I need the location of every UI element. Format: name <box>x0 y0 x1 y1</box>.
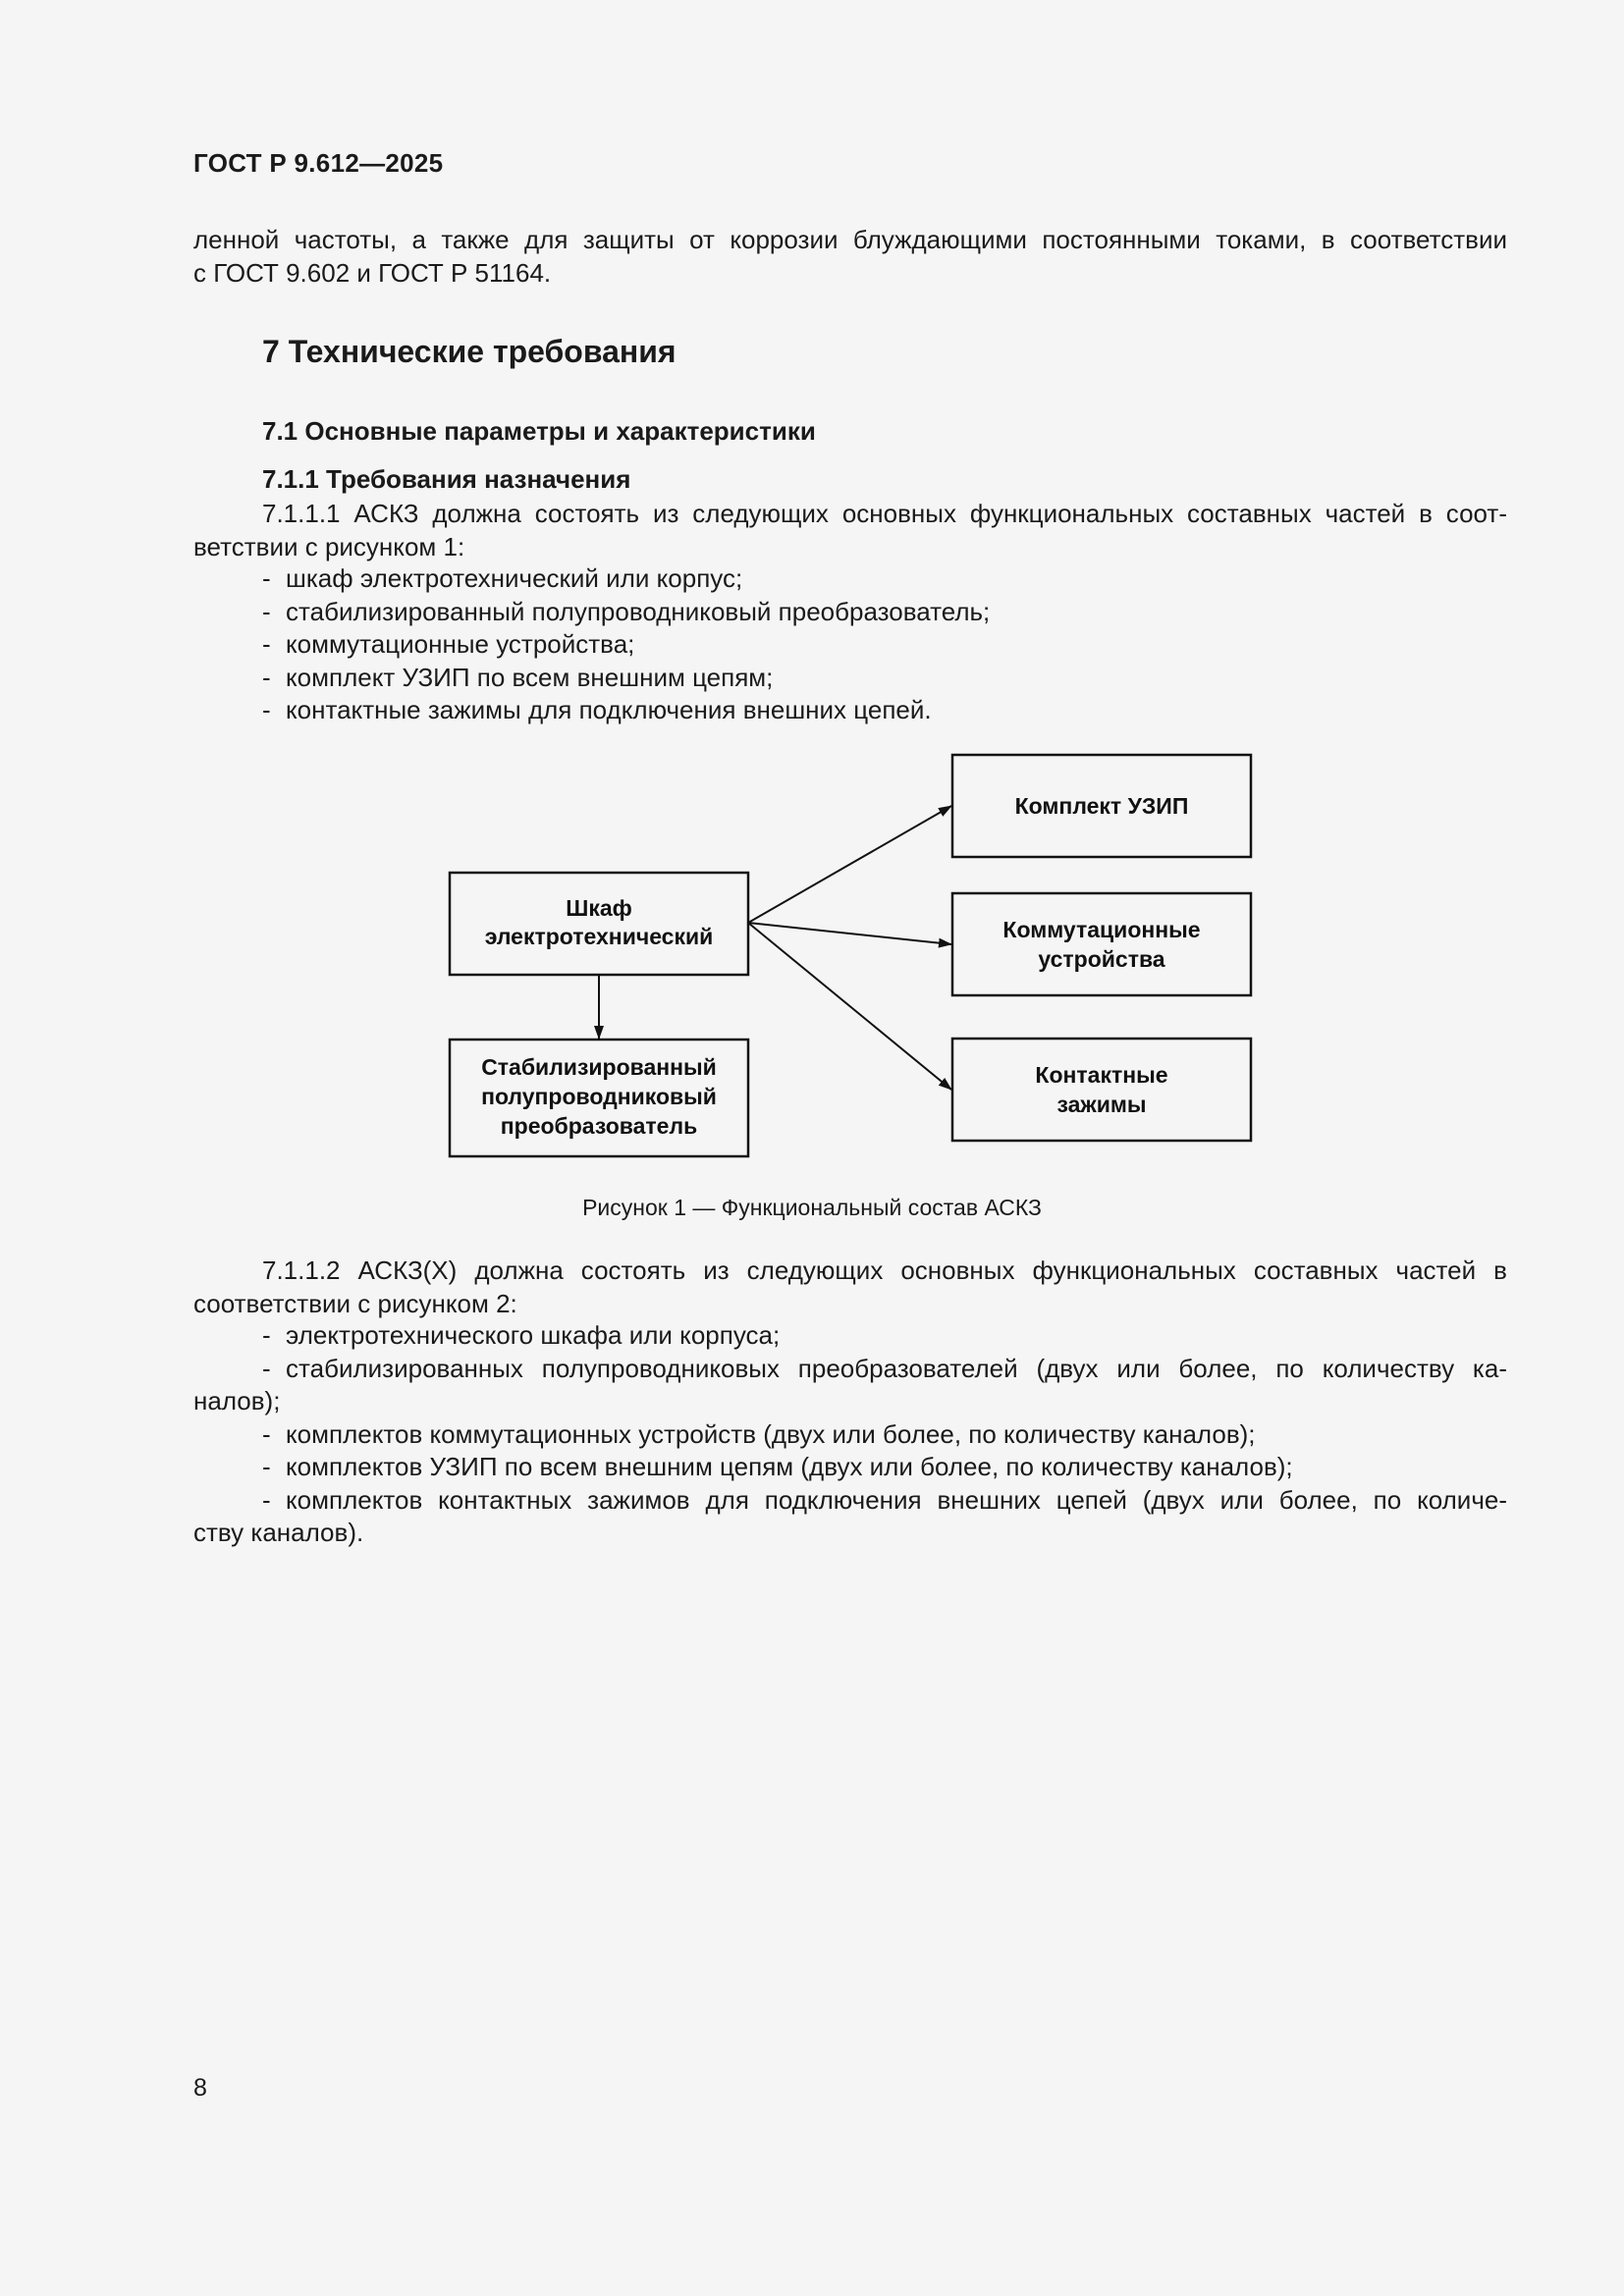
list-item-continuation: налов); <box>193 1386 281 1415</box>
clause2-line-2: соответствии с рисунком 2: <box>193 1289 517 1318</box>
box-uzip <box>952 755 1251 857</box>
subsubsection-title: 7.1.1 Требования назначения <box>262 464 631 494</box>
dash-marker: - <box>262 662 271 692</box>
box-label: электротехнический <box>484 924 714 949</box>
box-label: полупроводниковый <box>481 1084 717 1109</box>
list-item <box>262 1418 1507 1452</box>
clause2-list <box>193 1319 1507 1550</box>
list-item-text: комплект УЗИП по всем внешним цепям; <box>286 662 774 692</box>
list-item <box>193 1484 1507 1550</box>
list-item-text: стабилизированных полупроводниковых преобразователей (двух или более, по количеству ка- <box>286 1353 1507 1383</box>
list-item-text: коммутационные устройства; <box>286 629 635 659</box>
box-switching <box>952 893 1251 995</box>
box-converter <box>450 1040 748 1156</box>
document-code: ГОСТ Р 9.612—2025 <box>193 148 444 178</box>
list-item <box>262 1319 1507 1353</box>
list-item-text: контактные зажимы для подключения внешних цепей. <box>286 695 932 724</box>
list-item-text: комплектов контактных зажимов для подключения внешних цепей (двух или более, по количе- <box>286 1484 1507 1515</box>
dash-marker: - <box>262 1452 271 1481</box>
dash-marker: - <box>262 629 271 659</box>
box-terminals <box>952 1039 1251 1141</box>
box-label: устройства <box>1038 946 1165 972</box>
intro-line-1: ленной частоты, а также для защиты от коррозии блуждающими постоянными токами, в соответствии <box>193 225 1507 254</box>
list-item-continuation: ству каналов). <box>193 1518 364 1547</box>
box-label: Шкаф <box>566 895 632 921</box>
box-cabinet <box>450 873 748 975</box>
list-item-text: комплектов коммутационных устройств (двух или более, по количеству каналов); <box>286 1418 1256 1449</box>
dash-marker: - <box>262 563 271 593</box>
box-label: Контактные <box>1035 1062 1168 1088</box>
box-label: зажимы <box>1056 1092 1147 1117</box>
dash-marker: - <box>262 1320 271 1350</box>
list-item-text: стабилизированный полупроводниковый преобразователь; <box>286 596 991 626</box>
clause-7-1-1-2 <box>193 1254 1507 1320</box>
list-item-text: комплектов УЗИП по всем внешним цепям (двух или более, по количеству каналов); <box>286 1452 1293 1481</box>
box-label: Комплект УЗИП <box>1014 793 1189 819</box>
list-item-text: шкаф электротехнический или корпус; <box>286 563 743 593</box>
figure-caption: Рисунок 1 — Функциональный состав АСКЗ <box>582 1195 1042 1220</box>
box-label: Стабилизированный <box>481 1054 717 1080</box>
section-title: 7 Технические требования <box>262 334 677 369</box>
arrow-to-uzip <box>748 806 951 923</box>
dash-marker: - <box>262 1484 271 1515</box>
clause1-line-2: ветствии с рисунком 1: <box>193 532 465 561</box>
list-item-text: электротехнического шкафа или корпуса; <box>286 1320 781 1350</box>
clause1-line-1: 7.1.1.1 АСКЗ должна состоять из следующих основных функциональных составных частей в соот- <box>262 499 1507 528</box>
dash-marker: - <box>262 1418 271 1449</box>
subsection-title: 7.1 Основные параметры и характеристики <box>262 416 816 446</box>
arrow-to-switching <box>748 923 951 944</box>
dash-marker: - <box>262 1353 271 1383</box>
dash-marker: - <box>262 695 271 724</box>
list-item <box>262 1451 1507 1484</box>
list-item <box>193 1353 1507 1418</box>
box-label: преобразователь <box>500 1113 698 1139</box>
clause2-line-1: 7.1.1.2 АСКЗ(Х) должна состоять из следующих основных функциональных составных частей в <box>262 1255 1507 1285</box>
dash-marker: - <box>262 596 271 626</box>
arrow-to-terminals <box>748 923 951 1090</box>
box-label: Коммутационные <box>1002 917 1201 942</box>
intro-line-2: с ГОСТ 9.602 и ГОСТ Р 51164. <box>193 258 552 288</box>
page-number: 8 <box>193 2074 207 2102</box>
